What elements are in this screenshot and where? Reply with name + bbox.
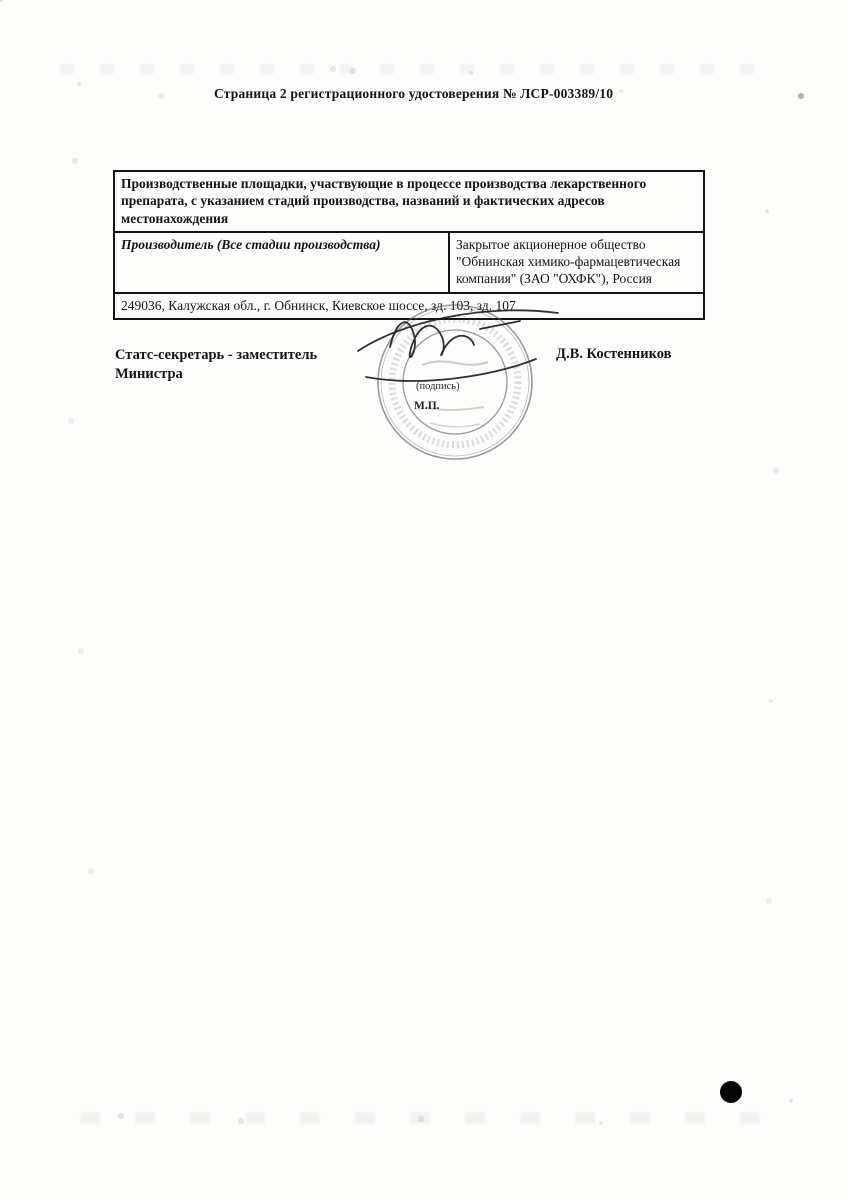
official-stamp-and-signature: [330, 285, 590, 475]
scan-smudge-bottom: [80, 1112, 760, 1124]
scan-smudge-top: [60, 64, 780, 74]
punch-hole-dot: [720, 1081, 742, 1103]
signature-caption: (подпись): [416, 381, 460, 392]
address-cell: 249036, Калужская обл., г. Обнинск, Киевское шоссе, зд. 103, зд. 107: [121, 297, 516, 313]
producer-label-cell: Производитель (Все стадии производства): [115, 233, 450, 292]
seal-caption: М.П.: [414, 400, 440, 412]
signer-title-line2: Министра: [115, 365, 183, 382]
signer-title-line1: Статс-секретарь - заместитель: [115, 347, 318, 363]
table-title-cell: Производственные площадки, участвующие в процессе производства лекарственного препарата, с указанием стадий производства, названий и фактических адресов местонахождения: [115, 172, 703, 233]
page-header: Страница 2 регистрационного удостоверения № ЛСР-003389/10: [214, 86, 614, 101]
signer-title: [115, 346, 317, 384]
producer-value-cell: Закрытое акционерное общество "Обнинская химико-фармацевтическая компания" (ЗАО "ОХФК"), Россия: [456, 236, 681, 287]
signer-name: Д.В. Костенников: [556, 346, 672, 362]
scan-noise: [0, 0, 2, 2]
